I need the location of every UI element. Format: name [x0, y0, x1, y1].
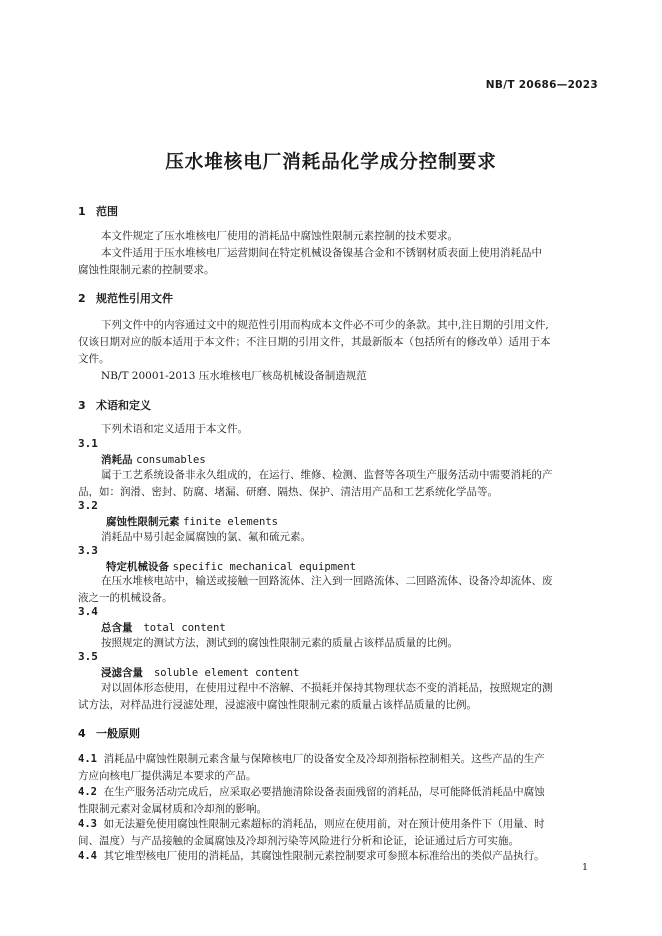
- clause-number: 4.3: [78, 818, 97, 830]
- section-number: 1: [78, 205, 86, 218]
- term-definition-line-1: 按照规定的测试方法，测试到的腐蚀性限制元素的质量占该样品质量的比例。: [101, 637, 458, 649]
- clause-text-line-1: 消耗品中腐蚀性限制元素含量与保障核电厂的设备安全及冷却剂指标控制相关。这些产品的生产: [103, 753, 545, 765]
- term-name-english: soluble element content: [153, 667, 300, 679]
- normative-reference-item: NB/T 20001-2013 压水堆核电厂核岛机械设备制造规范: [101, 370, 367, 382]
- document-number: NB/T 20686—2023: [485, 79, 598, 91]
- term-definition-line-2: 品，如：润滑、密封、防腐、堵漏、研磨、隔热、保护、清洁用产品和工艺系统化学品等。: [78, 486, 498, 498]
- clause-text-line-2: 间、温度）与产品接触的金属腐蚀及冷却剂污染等风险进行分析和论证，论证通过后方可实施。: [78, 835, 519, 847]
- page-number: 1: [581, 862, 588, 873]
- term-definition-line-1: 属于工艺系统设备非永久组成的，在运行、维修、检测、监督等各项生产服务活动中需要消耗的产: [101, 469, 553, 481]
- normative-paragraph-line-1: 下列文件中的内容通过文中的规范性引用而构成本文件必不可少的条款。其中,注日期的引用文件,: [101, 319, 549, 331]
- term-name-english: total content: [143, 622, 226, 634]
- principle-clause: [78, 848, 545, 863]
- term-name: [101, 620, 226, 635]
- term-definition-line-1: 消耗品中易引起金属腐蚀的氯、氟和硫元素。: [101, 531, 311, 543]
- term-definition-line-2: 试方法，对样品进行浸滤处理，浸滤液中腐蚀性限制元素的质量占该样品质量的比例。: [78, 699, 477, 711]
- normative-paragraph-line-2: 仅该日期对应的版本适用于本文件；不注日期的引用文件，其最新版本（包括所有的修改单）适用于本: [78, 336, 551, 348]
- principle-clause: [78, 816, 545, 831]
- section-title: 术语和定义: [96, 399, 151, 412]
- term-name-chinese: 消耗品: [101, 454, 133, 466]
- section-heading-general-principles: [78, 725, 140, 741]
- term-number: 3.3: [78, 544, 98, 557]
- section-heading-normative-references: [78, 290, 173, 306]
- section-heading-terms: [78, 397, 151, 413]
- term-name: [101, 665, 299, 680]
- section-title: 规范性引用文件: [96, 292, 173, 305]
- term-name-chinese: 总含量: [101, 622, 133, 634]
- principle-clause: [78, 751, 545, 766]
- scope-paragraph-2-line-1: 本文件适用于压水堆核电厂运营期间在特定机械设备镍基合金和不锈钢材质表面上使用消耗品中: [101, 247, 542, 259]
- term-name-english: consumables: [136, 454, 206, 466]
- clause-text-line-1: 在生产服务活动完成后，应采取必要措施清除设备表面残留的消耗品，尽可能降低消耗品中腐蚀: [103, 786, 545, 798]
- term-name: [106, 559, 356, 574]
- clause-text-line-2: 方应向核电厂提供满足本要求的产品。: [78, 770, 257, 782]
- section-title: 范围: [96, 205, 118, 218]
- clause-text-line-1: 其它堆型核电厂使用的消耗品，其腐蚀性限制元素控制要求可参照本标准给出的类似产品执行。: [103, 850, 545, 862]
- clause-text-line-1: 如无法避免使用腐蚀性限制元素超标的消耗品，则应在使用前，对在预计使用条件下（用量、时: [103, 818, 545, 830]
- term-number: 3.5: [78, 650, 98, 663]
- clause-number: 4.1: [78, 753, 97, 765]
- section-number: 4: [78, 727, 86, 740]
- term-number: 3.2: [78, 499, 98, 512]
- scope-paragraph-1: 本文件规定了压水堆核电厂使用的消耗品中腐蚀性限制元素控制的技术要求。: [101, 230, 458, 242]
- term-number: 3.4: [78, 605, 98, 618]
- term-name-chinese: 特定机械设备: [106, 561, 169, 573]
- clause-number: 4.4: [78, 850, 97, 862]
- section-title: 一般原则: [96, 727, 140, 740]
- section-number: 2: [78, 292, 86, 305]
- term-number: 3.1: [78, 437, 98, 450]
- scope-paragraph-2-line-2: 腐蚀性限制元素的控制要求。: [78, 264, 215, 276]
- section-heading-scope: [78, 203, 118, 219]
- term-definition-line-1: 对以固体形态使用，在使用过程中不溶解、不损耗并保持其物理状态不变的消耗品，按照规定的测: [101, 682, 553, 694]
- term-name: [101, 452, 206, 467]
- term-name-english: specific mechanical equipment: [172, 561, 356, 573]
- terms-intro: 下列术语和定义适用于本文件。: [101, 423, 248, 435]
- term-name-chinese: 腐蚀性限制元素: [106, 516, 180, 528]
- term-name-english: finite elements: [183, 516, 278, 528]
- term-definition-line-1: 在压水堆核电站中，输送或接触一回路流体、注入到一回路流体、二回路流体、设备冷却流体、废: [101, 575, 553, 587]
- clause-number: 4.2: [78, 786, 97, 798]
- clause-text-line-2: 性限制元素对金属材质和冷却剂的影响。: [78, 803, 267, 815]
- term-name: [106, 514, 278, 529]
- normative-paragraph-line-3: 文件。: [78, 353, 110, 365]
- page-title: 压水堆核电厂消耗品化学成分控制要求: [165, 152, 497, 173]
- term-definition-line-2: 液之一的机械设备。: [78, 592, 173, 604]
- section-number: 3: [78, 399, 86, 412]
- term-name-chinese: 浸滤含量: [101, 667, 143, 679]
- principle-clause: [78, 784, 545, 799]
